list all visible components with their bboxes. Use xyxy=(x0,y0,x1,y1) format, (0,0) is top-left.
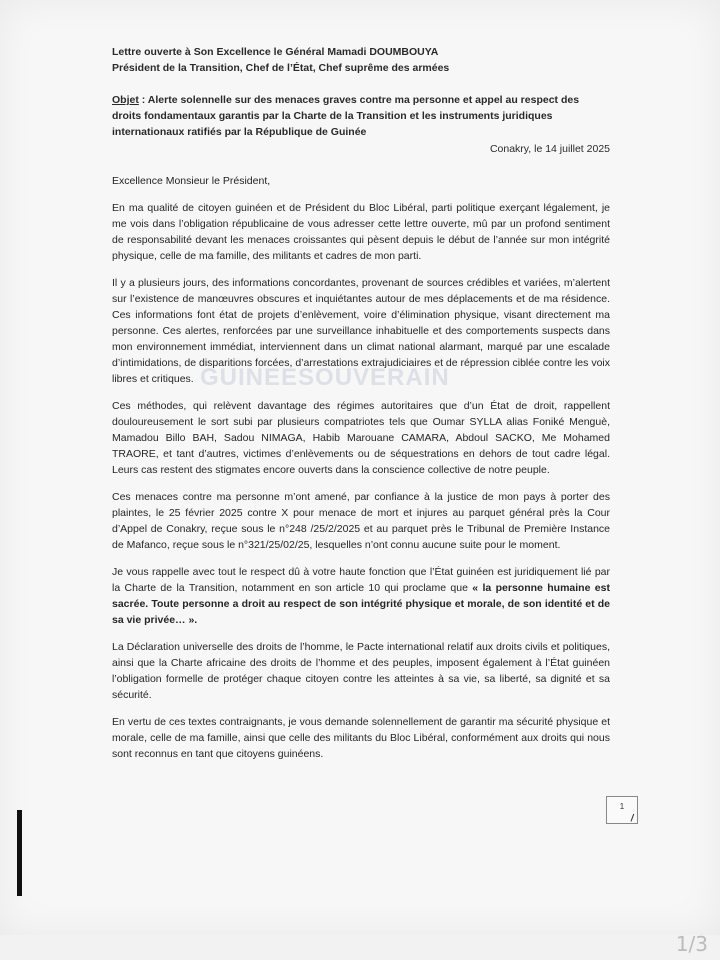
page-number: 1 xyxy=(619,802,625,811)
paragraph-5-text: Je vous rappelle avec tout le respect dû à votre haute fonction que l’État guinéen est juridiquement lié par la Charte de la Transition, notamment en son article 10 qui proclame que xyxy=(112,566,610,594)
subject-text: : Alerte solennelle sur des menaces graves contre ma personne et appel au respect des droits fondamentaux garantis par la Charte de la Transition et les instruments juridiques internationaux ratifiés par la République de Guinée xyxy=(112,94,580,138)
page-number-box xyxy=(606,796,638,824)
recipient-line-1: Lettre ouverte à Son Excellence le Général Mamadi DOUMBOUYA xyxy=(112,46,439,58)
paragraph-2: Il y a plusieurs jours, des informations concordantes, provenant de sources crédibles et variées, m’alertent sur l’existence de manœuvres obscures et inquiétantes autour de mes déplacements et de ma résidence. Ces informations font état de projets d’enlèvement, voire d’élimination physique, visant directement ma personne. Ces alertes, renforcées par une surveillance inhabituelle et des comportements suspects dans mon environnement immédiat, interviennent dans un climat national alarmant, marqué par une escalade d’intimidations, de disparitions forcées, d’arrestations extrajudiciaires et de répression ciblée contre les voix libres et critiques. xyxy=(112,277,610,385)
paragraph-4: Ces menaces contre ma personne m’ont amené, par confiance à la justice de mon pays à porter des plaintes, le 25 février 2025 contre X pour menace de mort et injures au parquet général près la Cour d’Appel de Conakry, reçue sous le n°248 /25/2/2025 et au parquet près le Tribunal de Première Instance de Mafanco, reçue sous le n°321/25/02/25, lesquelles n’ont connu aucune suite pour le moment. xyxy=(112,491,610,551)
salutation: Excellence Monsieur le Président, xyxy=(112,175,271,187)
page-counter: 1/3 xyxy=(675,932,708,956)
paragraph-5-quote: « la personne humaine est sacrée. Toute personne a droit au respect de son intégrité physique et morale, de son identité et de sa vie privée… ». xyxy=(112,582,610,626)
paragraph-3: Ces méthodes, qui relèvent davantage des régimes autoritaires que d’un État de droit, rappellent douloureusement le sort subi par plusieurs compatriotes tels que Oumar SYLLA alias Foniké Menguè, Mamadou Billo BAH, Sadou NIMAGA, Habib Marouane CAMARA, Abdoul SACKO, Me Mohamed TRAORE, et tant d’autres, victimes d’enlèvements ou de séquestrations en dehors de tout cadre légal. Leurs cas restent des stigmates encore ouverts dans la conscience collective de notre peuple. xyxy=(112,400,610,476)
initial-mark xyxy=(627,812,634,821)
letter-date: Conakry, le 14 juillet 2025 xyxy=(489,143,610,155)
paragraph-1: En ma qualité de citoyen guinéen et de Président du Bloc Libéral, parti politique exerçant légalement, je me vois dans l’obligation républicaine de vous adresser cette lettre ouverte, mû par un profond sentiment de responsabilité devant les menaces croissantes qui pèsent depuis le début de l’année sur mon intégrité physique, celle de ma famille, des militants et cadres de mon parti. xyxy=(112,202,610,262)
subject-label: Objet xyxy=(112,94,139,106)
letter-body xyxy=(112,44,610,762)
watermark: GUINEESOUVERAIN xyxy=(200,364,450,391)
paragraph-5 xyxy=(112,564,610,628)
paragraph-6: La Déclaration universelle des droits de l’homme, le Pacte international relatif aux droits civils et politiques, ainsi que la Charte africaine des droits de l’homme et des peuples, imposent également à l’État guinéen l’obligation formelle de protéger chaque citoyen contre les atteintes à sa vie, sa liberté, sa dignité et sa sécurité. xyxy=(112,641,610,701)
recipient-block xyxy=(112,44,610,76)
scan-edge-mark xyxy=(17,810,22,896)
subject xyxy=(112,92,610,140)
recipient-line-2: Président de la Transition, Chef de l’État, Chef suprême des armées xyxy=(112,62,450,74)
paragraph-7: En vertu de ces textes contraignants, je vous demande solennellement de garantir ma sécurité physique et morale, celle de ma famille, ainsi que celle des militants du Bloc Libéral, conformément aux droits qui nous sont reconnus en tant que citoyens guinéens. xyxy=(112,716,610,760)
